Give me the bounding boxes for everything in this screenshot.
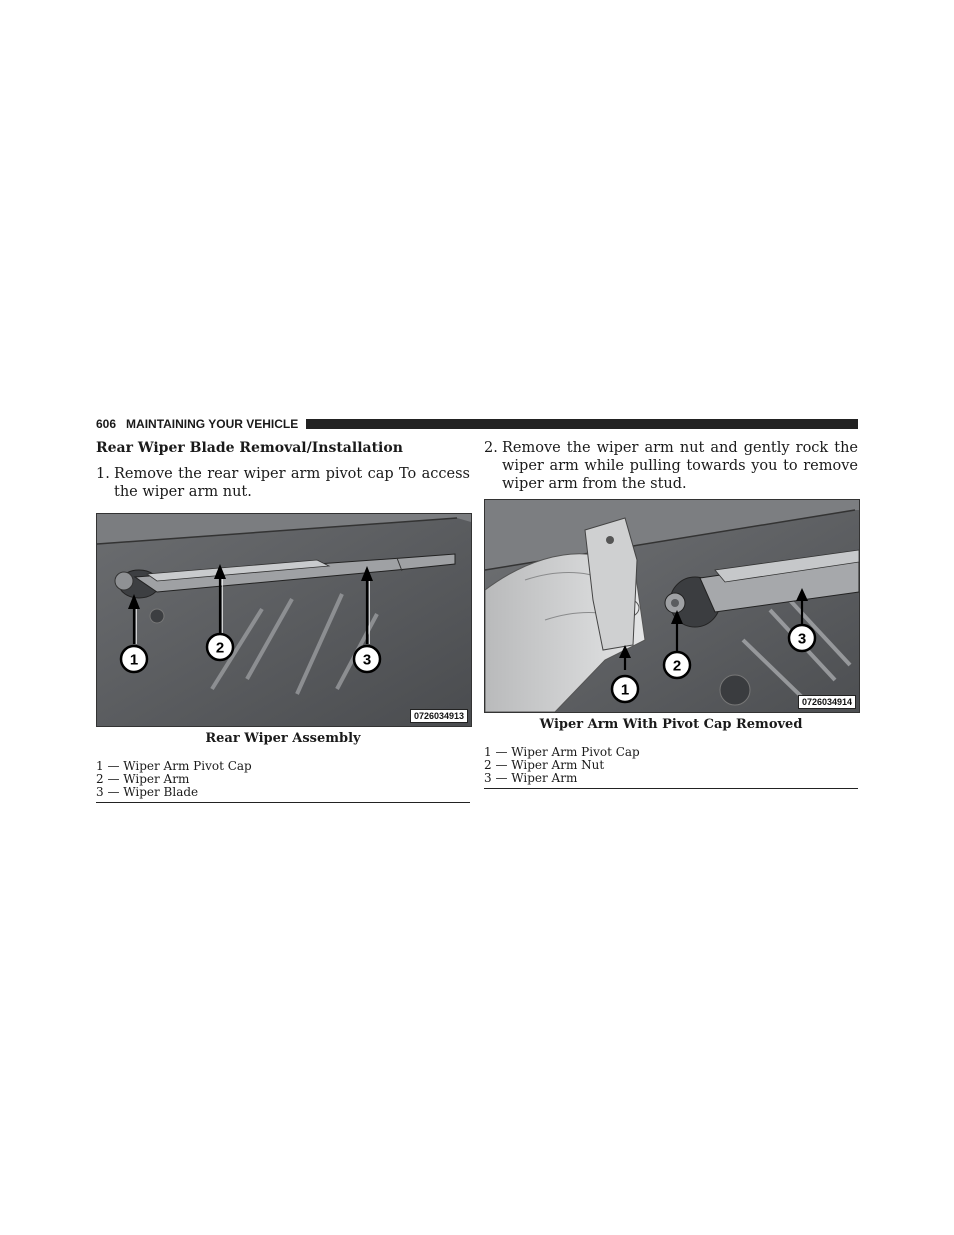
callout-2: 2 bbox=[672, 657, 682, 675]
step-number: 2. bbox=[484, 440, 498, 456]
figure-caption: Wiper Arm With Pivot Cap Removed bbox=[539, 717, 803, 732]
step-text: Remove the wiper arm nut and gently rock the wiper arm while pulling towards you to remove wiper arm from the stud. bbox=[502, 440, 858, 492]
callout-3: 3 bbox=[797, 630, 807, 648]
legend-item: 2 — Wiper Arm Nut bbox=[484, 758, 605, 772]
page-number: 606 bbox=[96, 417, 117, 431]
left-column bbox=[96, 439, 470, 803]
step-text: Remove the rear wiper arm pivot cap To access the wiper arm nut. bbox=[114, 466, 470, 500]
figure-legend bbox=[484, 746, 858, 789]
legend-item: 1 — Wiper Arm Pivot Cap bbox=[484, 745, 640, 759]
pivot-cap-removed-figure bbox=[484, 499, 860, 713]
step-1 bbox=[96, 465, 470, 501]
figure-id: 0726034913 bbox=[410, 709, 468, 723]
legend-item: 3 — Wiper Arm bbox=[484, 771, 578, 785]
figure-id: 0726034914 bbox=[798, 695, 856, 709]
figure-caption: Rear Wiper Assembly bbox=[205, 731, 361, 746]
section-title: MAINTAINING YOUR VEHICLE bbox=[126, 417, 299, 431]
legend-item: 3 — Wiper Blade bbox=[96, 785, 199, 799]
rear-wiper-assembly-figure bbox=[96, 513, 472, 727]
figure-legend bbox=[96, 760, 470, 803]
right-column bbox=[484, 439, 858, 789]
callout-3: 3 bbox=[362, 651, 372, 669]
page-header bbox=[96, 417, 858, 431]
pivot-cap-removed-illustration bbox=[485, 500, 859, 712]
rear-wiper-illustration bbox=[97, 514, 471, 726]
callout-1: 1 bbox=[620, 681, 630, 699]
step-2 bbox=[484, 439, 858, 493]
legend-item: 2 — Wiper Arm bbox=[96, 772, 190, 786]
callout-1: 1 bbox=[129, 651, 139, 669]
header-rule bbox=[306, 419, 858, 429]
procedure-title: Rear Wiper Blade Removal/Installation bbox=[96, 440, 403, 456]
callout-2: 2 bbox=[215, 639, 225, 657]
legend-item: 1 — Wiper Arm Pivot Cap bbox=[96, 759, 252, 773]
step-number: 1. bbox=[96, 466, 110, 482]
